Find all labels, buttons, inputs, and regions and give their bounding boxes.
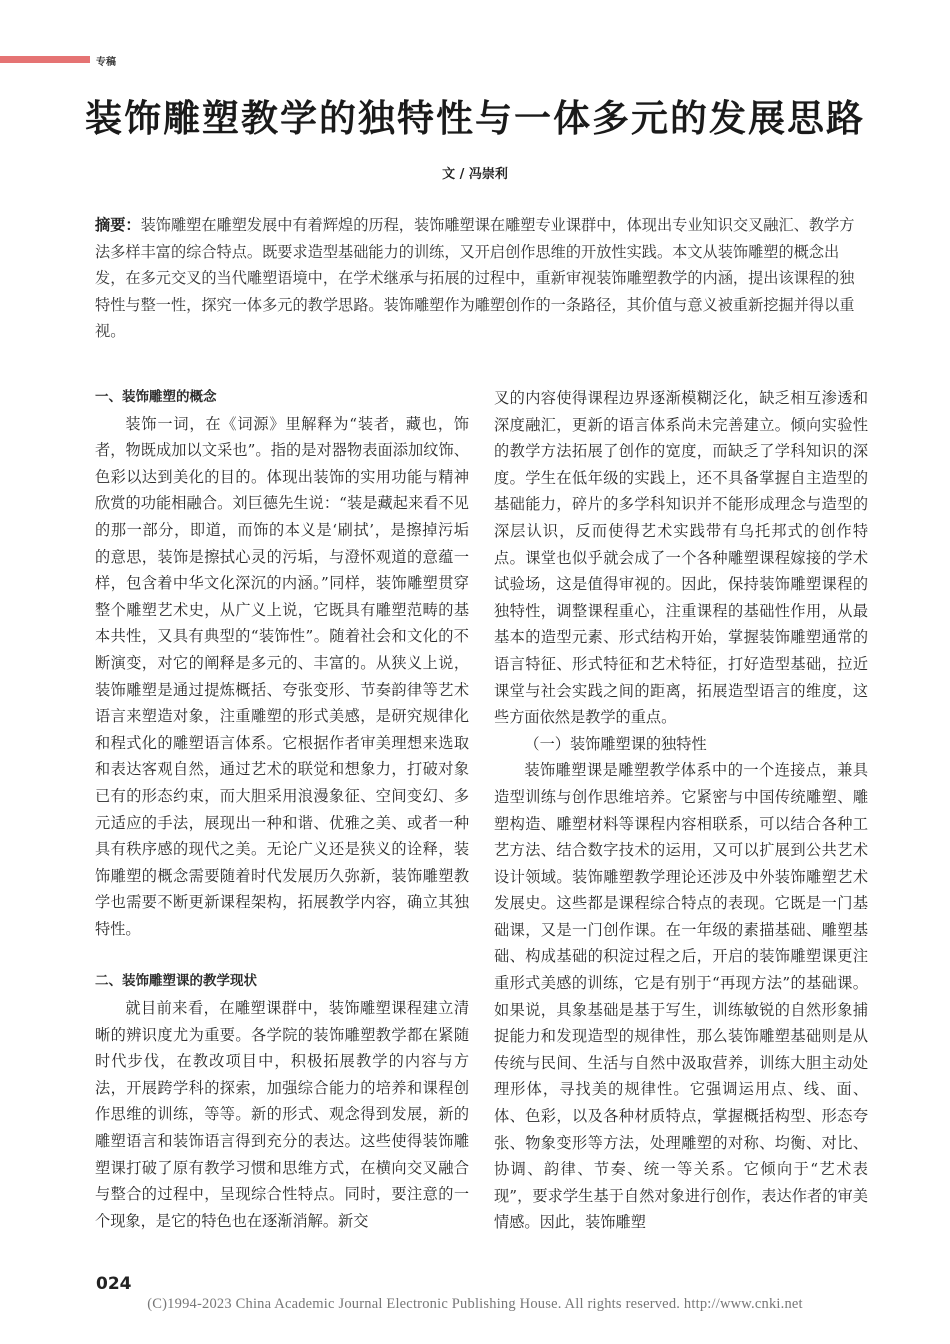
section-heading-status: 二、装饰雕塑课的教学现状 (95, 973, 257, 990)
body-paragraph: 装饰一词，在《词源》里解释为“装者，藏也，饰者，物既成加以文采也”。指的是对器物表面添加纹饰、色彩以达到美化的目的。体现出装饰的实用功能与精神欣赏的功能相融合。刘巨德先生说：“装是藏起来看不见的那一部分，即道，而饰的本义是‘刷拭’，是擦掉污垢的意思，装饰是擦拭心灵的污垢，与澄怀观道的意蕴一样，包含着中华文化深沉的内涵。”同样，装饰雕塑贯穿整个雕塑艺术史，从广义上说，它既具有雕塑范畴的基本共性，又具有典型的“装饰性”。随着社会和文化的不断演变，对它的阐释是多元的、丰富的。从狭义上说，装饰雕塑是通过提炼概括、夸张变形、节奏韵律等艺术语言来塑造对象，注重雕塑的形式美感，是研究规律化和程式化的雕塑语言体系。它根据作者审美理想来选取和表达客观自然，通过艺术的联觉和想象力，打破对象已有的形态约束，而大胆采用浪漫象征、空间变幻、多元适应的手法，展现出一种和谐、优雅之美、或者一种具有秩序感的现代之美。无论广义还是狭义的诠释，装饰雕塑的概念需要随着时代发展历久弥新，装饰雕塑教学也需要不断更新课程架构，拓展教学内容，确立其独特性。 (95, 414, 469, 938)
body-paragraph: 就目前来看，在雕塑课群中，装饰雕塑课程建立清晰的辨识度尤为重要。各学院的装饰雕塑教学都在紧随时代步伐，在教改项目中，积极拓展教学的内容与方法，开展跨学科的探索，加强综合能力的培养和课程创作思维的训练，等等。新的形式、观念得到发展，新的雕塑语言和装饰语言得到充分的表达。这些使得装饰雕塑课打破了原有教学习惯和思维方式，在横向交叉融合与整合的过程中，呈现综合性特点。同时，要注意的一个现象，是它的特色也在逐渐消解。新交 (95, 999, 469, 1230)
right-column (494, 385, 868, 1236)
abstract (95, 212, 868, 345)
article-title: 装饰雕塑教学的独特性与一体多元的发展思路 (85, 96, 865, 140)
body-paragraph: 装饰雕塑课是雕塑教学体系中的一个连接点，兼具造型训练与创作思维培养。它紧密与中国传统雕塑、雕塑构造、雕塑材料等课程内容相联系，可以结合各种工艺方法、结合数字技术的运用，又可以扩展到公共艺术设计领域。装饰雕塑教学理论还涉及中外装饰雕塑艺术发展史。这些都是课程综合特点的表现。它既是一门基础课，又是一门创作课。在一年级的素描基础、雕塑基础、构成基础的积淀过程之后，开启的装饰雕塑课更注重形式美感的训练，它是有别于“再现方法”的基础课。如果说，具象基础是基于写生，训练敏锐的自然形象捕捉能力和发现造型的规律性，那么装饰雕塑基础则是从传统与民间、生活与自然中汲取营养，训练大胆主动处理形体，寻找美的规律性。它强调运用点、线、面、体、色彩，以及各种材质特点，掌握概括构型、形态夸张、物象变形等方法，处理雕塑的对称、均衡、对比、协调、韵律、节奏、统一等关系。它倾向于“艺术表现”，要求学生基于自然对象进行创作，表达作者的审美情感。因此，装饰雕塑 (494, 761, 868, 1232)
article-author: 文 / 冯崇利 (442, 167, 508, 182)
section-tag: 专稿 (96, 57, 116, 68)
body-paragraph: 叉的内容使得课程边界逐渐模糊泛化，缺乏相互渗透和深度融汇，更新的语言体系尚未完善建立。倾向实验性的教学方法拓展了创作的宽度，而缺乏了学科知识的深度。学生在低年级的实践上，还不具备掌握自主造型的基础能力，碎片的多学科知识并不能形成理念与造型的深层认识，反而使得艺术实践带有乌托邦式的创作特点。课堂也似乎就会成了一个各种雕塑课程嫁接的学术试验场，这是值得审视的。因此，保持装饰雕塑课程的独特性，调整课程重心，注重课程的基础性作用，从最基本的造型元素、形式结构开始，掌握装饰雕塑通常的语言特征、形式特征和艺术特征，打好造型基础，拉近课堂与社会实践之间的距离，拓展造型语言的维度，这些方面依然是教学的重点。 (494, 389, 868, 727)
copyright-notice: (C)1994-2023 China Academic Journal Electronic Publishing House. All rights reserved. http://www.cnki.net (147, 1296, 803, 1312)
abstract-label: 摘要： (95, 216, 141, 234)
subsection-heading-uniqueness: （一）装饰雕塑课的独特性 (524, 734, 707, 753)
section-accent-bar (0, 56, 90, 63)
section-heading-concept: 一、装饰雕塑的概念 (95, 389, 217, 405)
left-column (95, 384, 469, 1234)
page-number: 024 (96, 1274, 132, 1294)
abstract-text: 装饰雕塑在雕塑发展中有着辉煌的历程，装饰雕塑课在雕塑专业课群中，体现出专业知识交叉融汇、教学方法多样丰富的综合特点。既要求造型基础能力的训练，又开启创作思维的开放性实践。本文从装饰雕塑的概念出发，在多元交叉的当代雕塑语境中，在学术继承与拓展的过程中，重新审视装饰雕塑教学的内涵，提出该课程的独特性与整一性，探究一体多元的教学思路。装饰雕塑作为雕塑创作的一条路径，其价值与意义被重新挖掘并得以重视。 (95, 216, 855, 341)
